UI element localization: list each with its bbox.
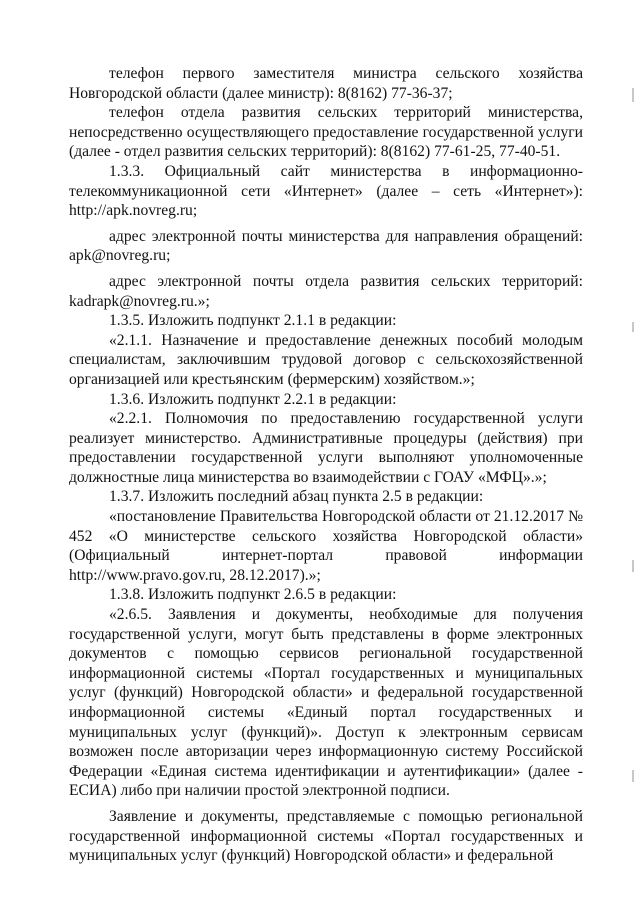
- paragraph-subitem-2-1-1: «2.1.1. Назначение и предоставление денежных пособий молодым специалистам, заключившим трудовой договор с сельскохозяйственной организацией или крестьянским (фермерским) хозяйством.»;: [69, 331, 583, 388]
- paragraph-subitem-2-2-1: «2.2.1. Полномочия по предоставлению государственной услуги реализует министерство. Административные процедуры (действия) при предоставлении государственной услуги выполняют уполномоченные должностные лица министерства во взаимодействии с ГОАУ «МФЦ».»;: [69, 410, 583, 486]
- scan-artifact: [632, 322, 634, 332]
- paragraph-item-1-3-5: 1.3.5. Изложить подпункт 2.1.1 в редакции:: [109, 312, 397, 330]
- paragraph-department-email: адрес электронной почты отдела развития сельских территорий: kadrapk@novreg.ru.»;: [69, 272, 583, 310]
- scan-artifact: [632, 560, 634, 572]
- paragraph-item-1-3-6: 1.3.6. Изложить подпункт 2.2.1 в редакции:: [109, 390, 397, 408]
- paragraph-item-1-3-7: 1.3.7. Изложить последний абзац пункта 2.5 в редакции:: [109, 488, 484, 506]
- scan-artifact: [632, 88, 634, 102]
- paragraph-ministry-email: адрес электронной почты министерства для направления обращений: apk@novreg.ru;: [69, 227, 583, 265]
- scan-artifact: [632, 770, 634, 782]
- paragraph-application-documents: Заявление и документы, представляемые с помощью региональной государственной информационной системы «Портал государственных и муниципальных услуг (функций) Новгородской области» и федеральной: [69, 807, 583, 865]
- paragraph-phone-rural-department: телефон отдела развития сельских территорий министерства, непосредственно осуществляющего предоставление государственной услуги (далее - отдел развития сельских территорий): 8(8162) 77-61-25, 77-40-51.: [69, 104, 583, 161]
- paragraph-resolution-reference: «постановление Правительства Новгородской области от 21.12.2017 № 452 «О министерстве сельского хозяйства Новгородской области» (Официальный интернет-портал правовой информации http://www.pravo.gov.ru, 28.12.2017).»;: [69, 508, 583, 584]
- document-body: [69, 64, 583, 866]
- paragraph-subitem-2-6-5: «2.6.5. Заявления и документы, необходимые для получения государственной услуги, могут быть представлены в форме электронных документов с помощью сервисов региональной государственной информационной системы «Портал государственных и муниципальных услуг (функций) Новгородской области» и федеральной государственной информационной системы «Единый портал государственных и муниципальных услуг (функций)». Доступ к электронным сервисам возможен после авторизации через информационную систему Российской Федерации «Единая система идентификации и аутентификации» (далее - ЕСИА) либо при наличии простой электронной подписи.: [69, 606, 583, 800]
- paragraph-phone-deputy-minister: телефон первого заместителя министра сельского хозяйства Новгородской области (далее министр): 8(8162) 77-36-37;: [69, 65, 583, 102]
- paragraph-item-1-3-8: 1.3.8. Изложить подпункт 2.6.5 в редакции:: [109, 586, 397, 604]
- paragraph-official-site: 1.3.3. Официальный сайт министерства в информационно-телекоммуникационной сети «Интернет» (далее – сеть «Интернет»): http://apk.novreg.ru;: [69, 162, 583, 220]
